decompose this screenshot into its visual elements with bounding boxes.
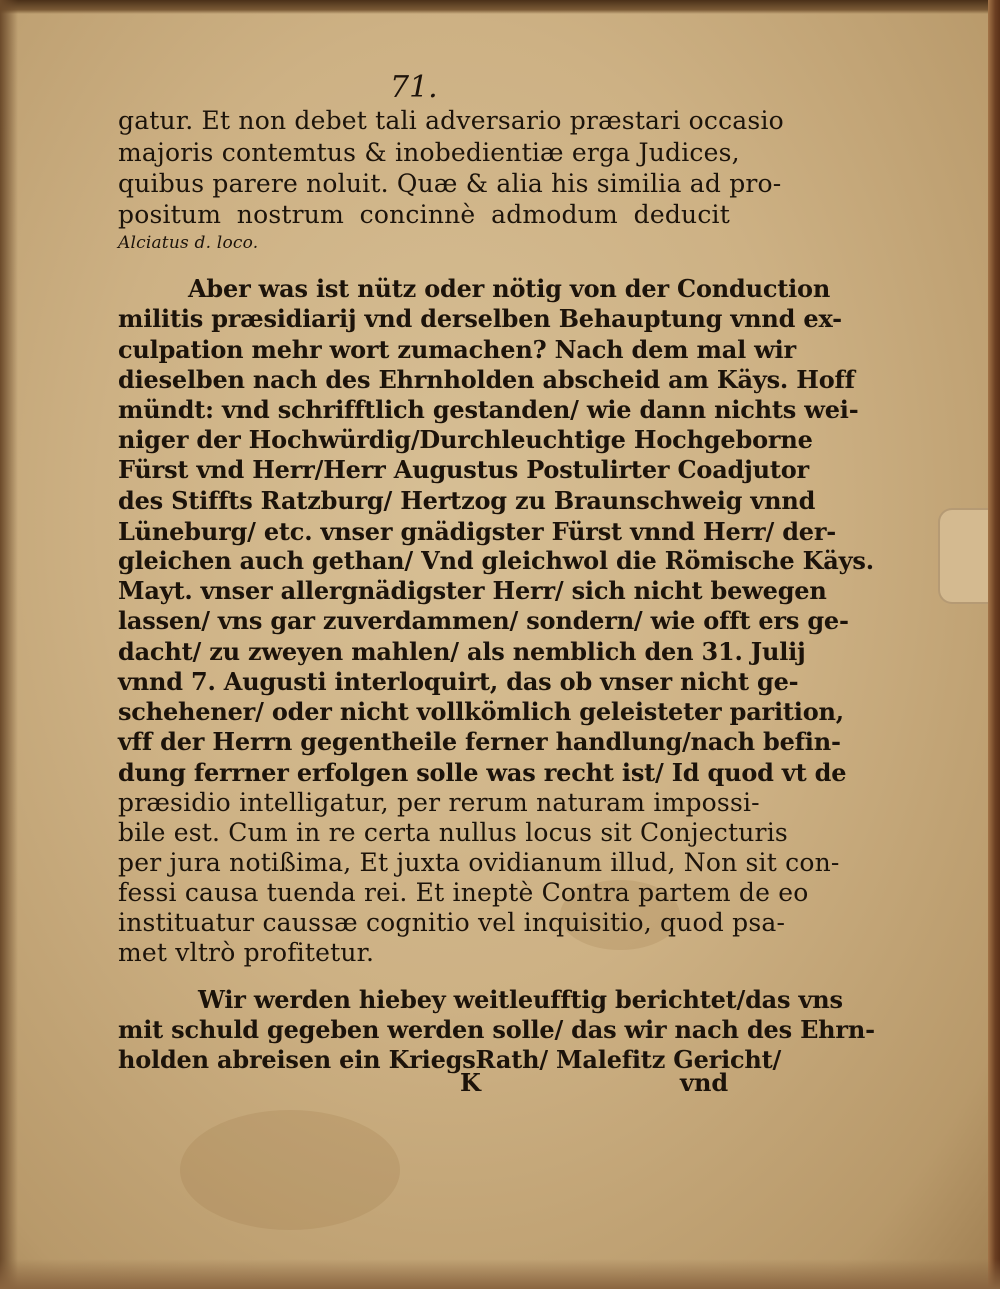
text-line: dacht/ zu zweyen mahlen/ als nemblich den 31. Julij bbox=[118, 637, 806, 666]
text-line: schehener/ oder nicht vollkömlich geleisteter parition, bbox=[118, 697, 844, 726]
text-line: bile est. Cum in re certa nullus locus sit Conjecturis bbox=[118, 818, 788, 847]
text-line: majoris contemtus & inobedientiæ erga Judices, bbox=[118, 138, 740, 167]
page-number: 71. bbox=[390, 70, 438, 105]
page-bottom-edge bbox=[0, 1259, 1000, 1289]
paper-stain bbox=[180, 1110, 400, 1230]
text-line: met vltrò profitetur. bbox=[118, 938, 375, 967]
text-line: vff der Herrn gegentheile ferner handlung/nach befin- bbox=[118, 727, 841, 756]
text-line: Lüneburg/ etc. vnser gnädigster Fürst vnnd Herr/ der- bbox=[118, 517, 837, 546]
text-line: gatur. Et non debet tali adversario præstari occasio bbox=[118, 106, 784, 135]
text-line: quibus parere noluit. Quæ & alia his similia ad pro- bbox=[118, 169, 782, 198]
text-line: dung ferrner erfolgen solle was recht ist/ Id quod vt de bbox=[118, 758, 847, 787]
text-line: niger der Hochwürdig/Durchleuchtige Hochgeborne bbox=[118, 425, 813, 454]
text-line: dieselben nach des Ehrnholden abscheid am Käys. Hoff bbox=[118, 365, 855, 394]
text-line: instituatur caussæ cognitio vel inquisitio, quod psa- bbox=[118, 908, 786, 937]
text-line: militis præsidiarij vnd derselben Behauptung vnnd ex- bbox=[118, 304, 842, 333]
text-line: gleichen auch gethan/ Vnd gleichwol die Römische Käys. bbox=[118, 546, 874, 575]
text-line: Alciatus d. loco. bbox=[118, 233, 259, 253]
signature-mark: K bbox=[460, 1068, 481, 1097]
text-line: positum nostrum concinnè admodum deducit bbox=[118, 200, 730, 229]
text-line: mit schuld gegeben werden solle/ das wir nach des Ehrn- bbox=[118, 1015, 875, 1044]
text-line: per jura notißima, Et juxta ovidianum illud, Non sit con- bbox=[118, 848, 840, 877]
text-line: culpation mehr wort zumachen? Nach dem mal wir bbox=[118, 335, 796, 364]
text-line: Mayt. vnser allergnädigster Herr/ sich nicht bewegen bbox=[118, 576, 827, 605]
page-tab bbox=[938, 508, 988, 604]
text-line: holden abreisen ein KriegsRath/ Malefitz Gericht/ bbox=[118, 1045, 782, 1074]
text-line: Fürst vnd Herr/Herr Augustus Postulirter Coadjutor bbox=[118, 455, 810, 484]
catchword: vnd bbox=[680, 1068, 729, 1097]
text-line: præsidio intelligatur, per rerum naturam impossi- bbox=[118, 788, 760, 817]
page-gutter bbox=[0, 0, 18, 1289]
text-line: mündt: vnd schrifftlich gestanden/ wie dann nichts wei- bbox=[118, 395, 859, 424]
text-line: fessi causa tuenda rei. Et ineptè Contra partem de eo bbox=[118, 878, 809, 907]
text-line: lassen/ vns gar zuverdammen/ sondern/ wie offt ers ge- bbox=[118, 606, 849, 635]
text-line: vnnd 7. Augusti interloquirt, das ob vnser nicht ge- bbox=[118, 667, 799, 696]
page-top-edge bbox=[0, 0, 1000, 14]
text-line: Aber was ist nütz oder nötig von der Conduction bbox=[188, 274, 831, 303]
text-line: des Stiffts Ratzburg/ Hertzog zu Braunschweig vnnd bbox=[118, 486, 816, 515]
page-right-edge bbox=[988, 0, 1000, 1289]
text-line: Wir werden hiebey weitleufftig berichtet/das vns bbox=[198, 985, 843, 1014]
